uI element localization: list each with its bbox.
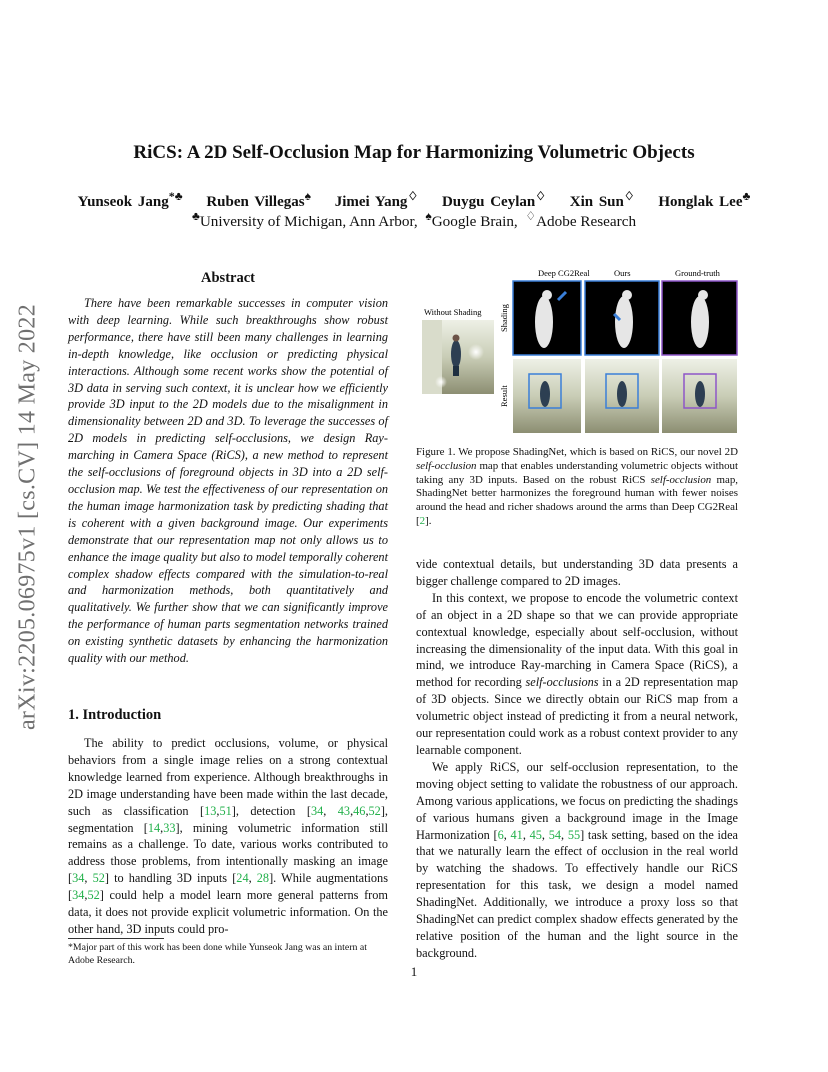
citation-link[interactable]: 2 [419,514,426,527]
text-run: , [216,803,220,818]
emphasis: self-occlusion [650,473,712,486]
text-run: , [541,827,549,842]
citation-link[interactable]: 34 [72,871,85,886]
citation-link[interactable]: 43 [337,803,351,818]
right-column-text [416,556,738,962]
row-label-result: Result [499,385,509,407]
right-paragraph-2 [416,759,738,962]
figure-1-caption [416,446,738,529]
citation-link[interactable]: 52 [92,871,105,886]
citation-link[interactable]: 45 [529,827,542,842]
col-label-deep-cg2real: Deep CG2Real [538,268,590,278]
author-6: Honglak Lee♣ [658,189,751,210]
intro-paragraph [68,735,388,938]
emphasis: self-occlusions [525,675,599,690]
shading-row [513,281,737,355]
col-label-ours: Ours [614,268,631,278]
text-run: The ability to predict occlusions, volume, or physical behaviors from a single image relies on a strong contextual knowledge learned from experience. Although breakthroughs in 2D image understanding have been made within the last decade, such as classification [ [68,736,388,818]
label-without-shading: Without Shading [424,307,482,317]
citation-link[interactable]: 13 [204,803,217,818]
text-run: Figure 1. We propose ShadingNet, which is based on RiCS, our novel 2D [416,446,738,458]
citation-link[interactable]: 52 [87,888,100,903]
text-run: , [522,827,530,842]
text-run: We apply RiCS, our self-occlusion representation, to the moving object setting to validate the robustness of our approach. Among various applications, we focus on predicting the shadings of various humans given a background image in the Image Harmonization [ [416,759,738,842]
text-run: In this context, we propose to encode the volumetric context of an object in a 2D shape so that we can provide appropriate contextual knowledge, especially about self-occlusion, without increasing the dimensionality of the input data. With this goal in mind, we introduce Ray-marching in Camera Space (RiCS), a method for recording [416,590,738,690]
input-image-without-shading [422,320,494,394]
text-run: , [84,888,88,903]
text-run: ], detection [ [231,803,311,818]
abstract-text: There have been remarkable successes in computer vision with deep learning. While such breakthroughs show robust performance, there have still been many challenges in learning in-depth knowledge, like occlusion or predicting physical interactions. Although some recent works show the potential of 3D data in serving such context, it is unclear how we efficiently provide 3D input to the 2D models due to the misalignment in dimensionality between 2D and 3D. To leverage the successes of 2D models in predicting self-occlusions, we design Ray-marching in Camera Space (RiCS), a new method to represent the self-occlusions of foreground objects in 3D into a 2D self-occlusion map. We test the effectiveness of our representation on the human image harmonization task by predicting shading that is coherent with a given background image. Our experiments demonstrate that our representation map not only allows us to enhance the image quality but also to model temporally coherent complex shadow effects compared with the simulation-to-real and harmonization methods, both quantitatively and qualitatively. We further show that we can significantly improve the performance of human parts segmentation networks trained on existing synthetic datasets by enhancing the harmonization quality with our method. [68,296,388,666]
text-run: , [350,803,354,818]
author-4: Duygu Ceylan♢ [441,189,546,210]
text-run: , [248,871,257,886]
text-run: , [160,820,164,835]
text-run: map that enables understanding volumetric objects without taking any 3D inputs. Based on the robust RiCS [416,459,738,486]
citation-link[interactable]: 52 [368,803,381,818]
citation-link[interactable]: 54 [548,827,562,842]
page-number: 1 [410,964,418,979]
citation-link[interactable]: 41 [510,827,523,842]
author-3: Jimei Yang♢ [334,189,419,210]
citation-link[interactable]: 28 [256,871,270,886]
citation-link[interactable]: 55 [567,827,581,842]
citation-link[interactable]: 46 [353,803,366,818]
citation-link[interactable]: 34 [310,803,324,818]
text-run: ]. While augmentations [ [68,871,388,903]
text-run: , [323,803,338,818]
row-label-shading: Shading [499,304,509,332]
affiliations: ♣University of Michigan, Ann Arbor, ♠Google Brain, ♢Adobe Research [191,208,637,230]
author-5: Xin Sun♢ [569,189,635,210]
text-run: , [365,803,369,818]
text-run: ], segmentation [ [68,803,388,835]
text-run: , [503,827,511,842]
text-run: ] to handling 3D inputs [ [104,871,237,886]
citation-link[interactable]: 34 [72,888,85,903]
footnote-rule [68,938,164,939]
text-run: ], mining volumetric information still remains as a challenge. To date, various works contributed to address those problems, from intentionally masking an image [ [68,820,388,886]
text-run: ] task setting, based on the idea that we naturally learn the effect of occlusion in the real world by watching the shadows. To effectively handle our RiCS representation for this task, we design a model named ShadingNet. Additionally, we introduce a proxy loss so that ShadingNet can predict complex shadow effects generated by the relative position of the human and the light source in the background. [416,827,738,960]
text-run: , [561,827,568,842]
figure-1 [416,262,746,442]
citation-link[interactable]: 24 [236,871,249,886]
footnote: *Major part of this work has been done while Yunseok Jang was an intern at Adobe Research. [68,942,367,966]
figure-1-image [416,262,746,442]
right-paragraph-1 [416,590,738,759]
citation-link[interactable]: 33 [163,820,176,835]
author-list [60,189,768,211]
text-run: map, ShadingNet better harmonizes the foreground human with fewer noises around the head and richer shadows around the arms than Deep CG2Real [ [416,473,738,527]
text-run: , [84,871,93,886]
abstract-heading: Abstract [201,270,255,286]
citation-link[interactable]: 6 [497,827,504,842]
right-paragraph-continued: vide contextual details, but understanding 3D data presents a bigger challenge compared to 2D images. [416,557,738,588]
section-heading-introduction: 1. Introduction [68,707,162,723]
text-run: ]. [425,514,432,527]
citation-link[interactable]: 51 [219,803,232,818]
author-2: Ruben Villegas♠ [206,189,311,210]
citation-link[interactable]: 14 [147,820,161,835]
result-row [513,359,737,433]
paper-title: RiCS: A 2D Self-Occlusion Map for Harmonizing Volumetric Objects [133,142,695,163]
author-1: Yunseok Jang*♣ [77,189,183,210]
text-run: ] could help a model learn more general patterns from data, it does not provide explicit volumetric information. On the other hand, 3D inputs could pro- [68,888,388,936]
col-label-ground-truth: Ground-truth [675,268,720,278]
text-run: in a 2D representation map of 3D objects. Since we directly obtain our RiCS map from a volumetric object instead of predicting it from a neural network, our representation could work as a robust context provider to any learnable component. [416,675,739,757]
emphasis: self-occlusion [416,459,477,472]
arxiv-stamp: arXiv:2205.06975v1 [cs.CV] 14 May 2022 [14,303,41,731]
